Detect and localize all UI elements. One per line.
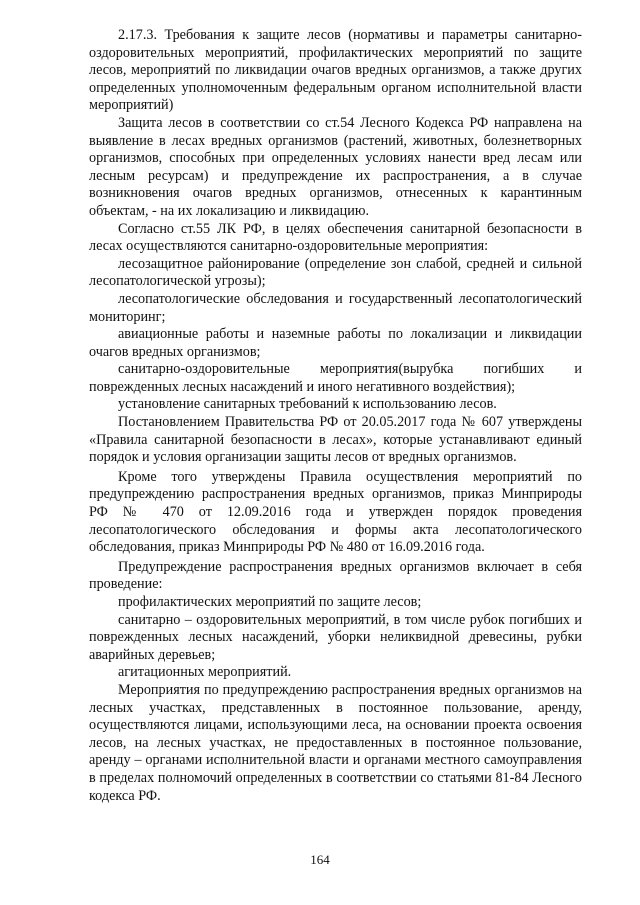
list-item-paragraph: установление санитарных требований к использованию лесов. xyxy=(118,396,497,413)
body-paragraph: Постановлением Правительства РФ от 20.05.2017 года № 607 утверждены «Правила санитарной безопасности в лесах», которые устанавливают единый порядок и условия организации защиты лесов от вредных организмов. xyxy=(89,414,582,466)
body-paragraph: Кроме того утверждены Правила осуществления мероприятий по предупреждению распространения вредных организмов, приказ Минприроды РФ № 470 от 12.09.2016 года и утвержден порядок проведения лесопатологического обследования и формы акта лесопатологического обследования, приказ Минприроды РФ № 480 от 16.09.2016 года. xyxy=(89,468,582,556)
list-item-paragraph: профилактических мероприятий по защите лесов; xyxy=(118,594,422,610)
body-paragraph: Защита лесов в соответствии со ст.54 Лесного Кодекса РФ направлена на выявление в лесах вредных организмов (растений, животных, болезнетворных организмов, способных при определенных условиях нанести вред лесам или лесным ресурсам) и предупреждение их распространения, а в случае возникновения очагов вредных организмов, отнесенных к карантинным объектам, - на их локализацию и ликвидацию. xyxy=(89,114,582,219)
section-heading-paragraph: 2.17.3. Требования к защите лесов (нормативы и параметры санитарно-оздоровительных мероприятий, профилактических мероприятий по защите лесов, мероприятий по ликвидации очагов вредных организмов, а также других определенных уполномоченным федеральным органом исполнительной власти мероприятий) xyxy=(89,27,582,114)
list-item-paragraph: санитарно – оздоровительных мероприятий, в том числе рубок погибших и поврежденных лесных насаждений, уборки неликвидной древесины, рубки аварийных деревьев; xyxy=(89,611,582,663)
list-item-paragraph: агитационных мероприятий. xyxy=(118,664,292,681)
page-number: 164 xyxy=(310,852,330,867)
body-paragraph: Согласно ст.55 ЛК РФ, в целях обеспечения санитарной безопасности в лесах осуществляются санитарно-оздоровительные мероприятия: xyxy=(89,220,582,255)
list-item-paragraph: лесозащитное районирование (определение зон слабой, средней и сильной лесопатологической угрозы); xyxy=(89,255,582,290)
list-item-paragraph: авиационные работы и наземные работы по локализации и ликвидации очагов вредных организмов; xyxy=(89,326,582,360)
list-item-paragraph: санитарно-оздоровительные мероприятия(вырубка погибших и поврежденных лесных насаждений и иного негативного воздействия); xyxy=(89,361,582,395)
list-item-paragraph: лесопатологические обследования и государственный лесопатологический мониторинг; xyxy=(89,290,582,325)
body-paragraph: Мероприятия по предупреждению распространения вредных организмов на лесных участках, представленных в постоянное пользование, аренду, осуществляются лицами, использующими леса, на основании проекта освоения лесов, на лесных участках, не предоставленных в постоянное пользование, аренду – органами исполнительной власти и органами местного самоуправления в пределах полномочий определенных в соответствии со статьями 81-84 Лесного кодекса РФ. xyxy=(89,681,582,804)
body-paragraph: Предупреждение распространения вредных организмов включает в себя проведение: xyxy=(89,558,582,593)
